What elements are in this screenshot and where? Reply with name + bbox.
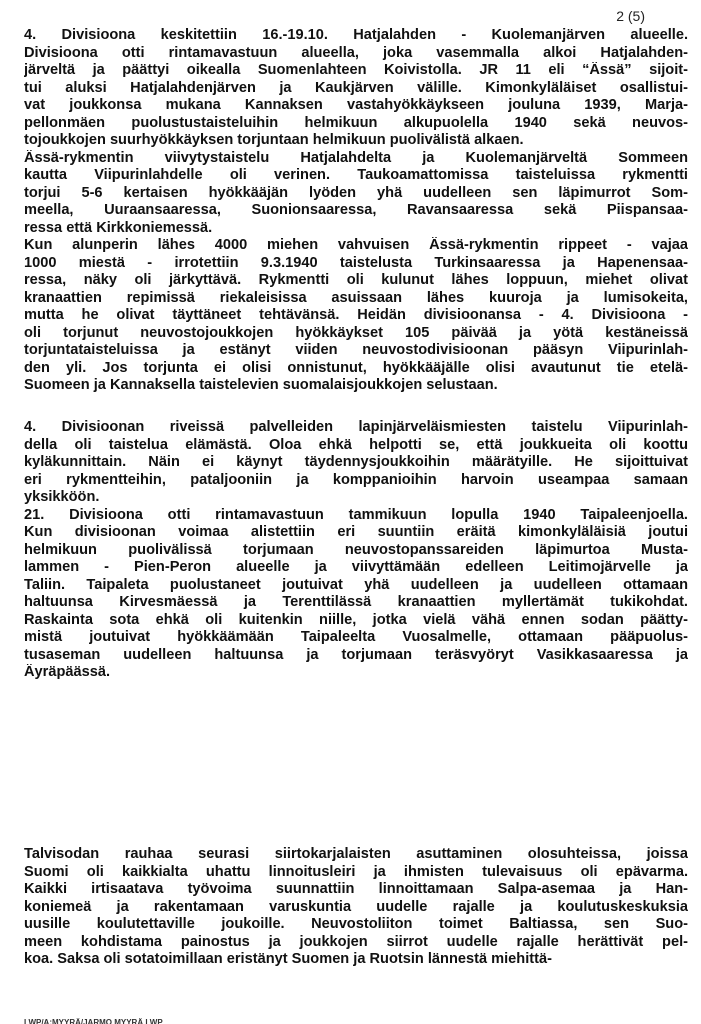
- text-line: uusille koulutettaville joukoille. Neuvostoliiton toimet Baltiassa, sen Suo-: [24, 916, 688, 932]
- page-number: 2 (5): [616, 8, 645, 24]
- text-line: koniemeä ja rakentamaan varuskuntia uudelle rajalle ja koulutuskeskuksia: [24, 898, 688, 915]
- text-line: 4. Divisioonan riveissä palvelleiden lapinjärveläismiesten taistelu Viipurinlah-: [24, 419, 688, 435]
- text-line: vat joukkonsa mukana Kannaksen vastahyökkäykseen jouluna 1939, Marja-: [24, 97, 688, 113]
- text-line: Suomeen ja Kannaksella taistelevien suomalaisjoukkojen selustaan.: [24, 377, 498, 393]
- paragraph-1: [24, 27, 688, 395]
- text-line: meen kohdistama painostus ja joukkojen siirrot uudelle rajalle herättivät pel-: [24, 933, 688, 950]
- page-footer: LWP/A:MYYRÄ/JARMO MYYRÄ LWP: [24, 1018, 163, 1024]
- text-line: Raskainta sota ehkä oli kuitenkin niille, jotka vielä vähä ennen sodan päätty-: [24, 611, 688, 628]
- paragraph-3: [24, 846, 688, 969]
- text-line: tusaseman uudelleen haltuunsa ja torjumaan teräsvyöryt Vasikkasaaressa ja: [24, 646, 688, 663]
- text-line: kyläkunnittain. Näin ei käynyt täydennysjoukkoihin määrätyille. He sijoittuivat: [24, 454, 688, 470]
- text-line: Kun alunperin lähes 4000 miehen vahvuisen Ässä-rykmentin rippeet - vajaa: [24, 237, 688, 253]
- text-line: lammen - Pien-Peron alueelle ja viivyttämään edelleen Leitimojärvelle ja: [24, 559, 688, 575]
- text-line: kautta Viipurinlahdelle oli verinen. Taukoamattomissa taisteluissa rykmentti: [24, 167, 688, 183]
- text-line: yksikköön.: [24, 489, 100, 505]
- text-line: Taliin. Taipaleta puolustaneet joutuivat yhä uudelleen ja uudelleen ottamaan: [24, 576, 688, 593]
- text-line: mistä joutuivat hyökkäämään Taipaleelta Vuosalmelle, ottamaan pääpuolus-: [24, 629, 688, 645]
- text-line: helmikuun puolivälissä torjumaan neuvostopanssareiden läpimurtoa Musta-: [24, 541, 688, 558]
- text-line: koa. Saksa oli sotatoimillaan eristänyt Suomen ja Ruotsin lännestä miehittä-: [24, 951, 552, 967]
- text-line: mutta he olivat täyttäneet tehtävänsä. Heidän divisioonansa - 4. Divisioona -: [24, 307, 688, 323]
- text-line: torjui 5-6 kertaisen hyökkääjän lyöden yhä uudelleen sen läpimurrot Som-: [24, 184, 688, 201]
- text-line: pellonmäen puolustustaisteluihin helmikuun alkupuolella 1940 sekä neuvos-: [24, 114, 688, 131]
- text-line: meella, Uuraansaaressa, Suonionsaaressa, Ravansaaressa sekä Piispansaa-: [24, 202, 688, 218]
- text-line: Divisioona otti rintamavastuun alueella, joka vasemmalla alkoi Hatjalahden-: [24, 44, 688, 61]
- text-line: 1000 miestä - irrotettiin 9.3.1940 taistelusta Turkinsaaressa ja Hapenensaa-: [24, 254, 688, 271]
- paragraph-2: [24, 419, 688, 682]
- text-line: kranaattien repimissä riekaleisissa asuissaan lähes kuuroja ja lumisokeita,: [24, 289, 688, 306]
- text-line: järveltä ja päättyi oikealla Suomenlahteen Koivistolla. JR 11 eli “Ässä” sijoit-: [24, 62, 688, 78]
- text-line: ressa että Kirkkoniemessä.: [24, 219, 213, 236]
- text-line: Ässä-rykmentin viivytystaistelu Hatjalahdelta ja Kuolemanjärveltä Sommeen: [24, 149, 688, 166]
- text-line: Talvisodan rauhaa seurasi siirtokarjalaisten asuttaminen olosuhteissa, joissa: [24, 846, 688, 862]
- text-line: ressa, näky oli järkyttävä. Rykmentti oli kulunut lähes loppuun, miehet olivat: [24, 272, 688, 288]
- text-line: Kaikki irtisaatava työvoima suunnattiin linnoittamaan Salpa-asemaa ja Han-: [24, 881, 688, 897]
- text-line: den yli. Jos torjunta ei olisi onnistunut, hyökkääjälle olisi avautunut tie etelä-: [24, 359, 688, 376]
- text-line: tui aluksi Hatjalahdenjärven ja Kaukjärven välille. Kimonkyläläiset osallistui-: [24, 79, 688, 96]
- text-line: torjuntataisteluissa ja estänyt viiden neuvostodivisioonan pääsyn Viipurinlah-: [24, 342, 688, 358]
- text-line: oli torjunut neuvostojoukkojen hyökkäykset 105 päivää ja yötä kestäneissä: [24, 324, 688, 341]
- text-line: della oli taistelua elämästä. Oloa ehkä helpotti se, että joukkueita oli koottu: [24, 436, 688, 453]
- text-line: Äyräpäässä.: [24, 664, 111, 680]
- text-line: 4. Divisioona keskitettiin 16.-19.10. Hatjalahden - Kuolemanjärven alueelle.: [24, 27, 688, 43]
- text-line: Kun divisioonan voimaa alistettiin eri suuntiin eräitä kimonkyläläisiä joutui: [24, 524, 688, 540]
- text-line: 21. Divisioona otti rintamavastuun tammikuun lopulla 1940 Taipaleenjoella.: [24, 506, 688, 523]
- text-line: eri rykmentteihin, pataljooniin ja komppanioihin harvoin useampaa samaan: [24, 471, 688, 488]
- text-line: haltuunsa Kirvesmäessä ja Terenttilässä kranaattien myllertämät tukikohdat.: [24, 594, 688, 610]
- text-line: Suomi oli kaikkialta uhattu linnoitusleiri ja ihmisten tulevaisuus oli epävarma.: [24, 863, 688, 880]
- text-line: tojoukkojen suurhyökkäyksen torjuntaan helmikuun puolivälistä alkaen.: [24, 132, 524, 148]
